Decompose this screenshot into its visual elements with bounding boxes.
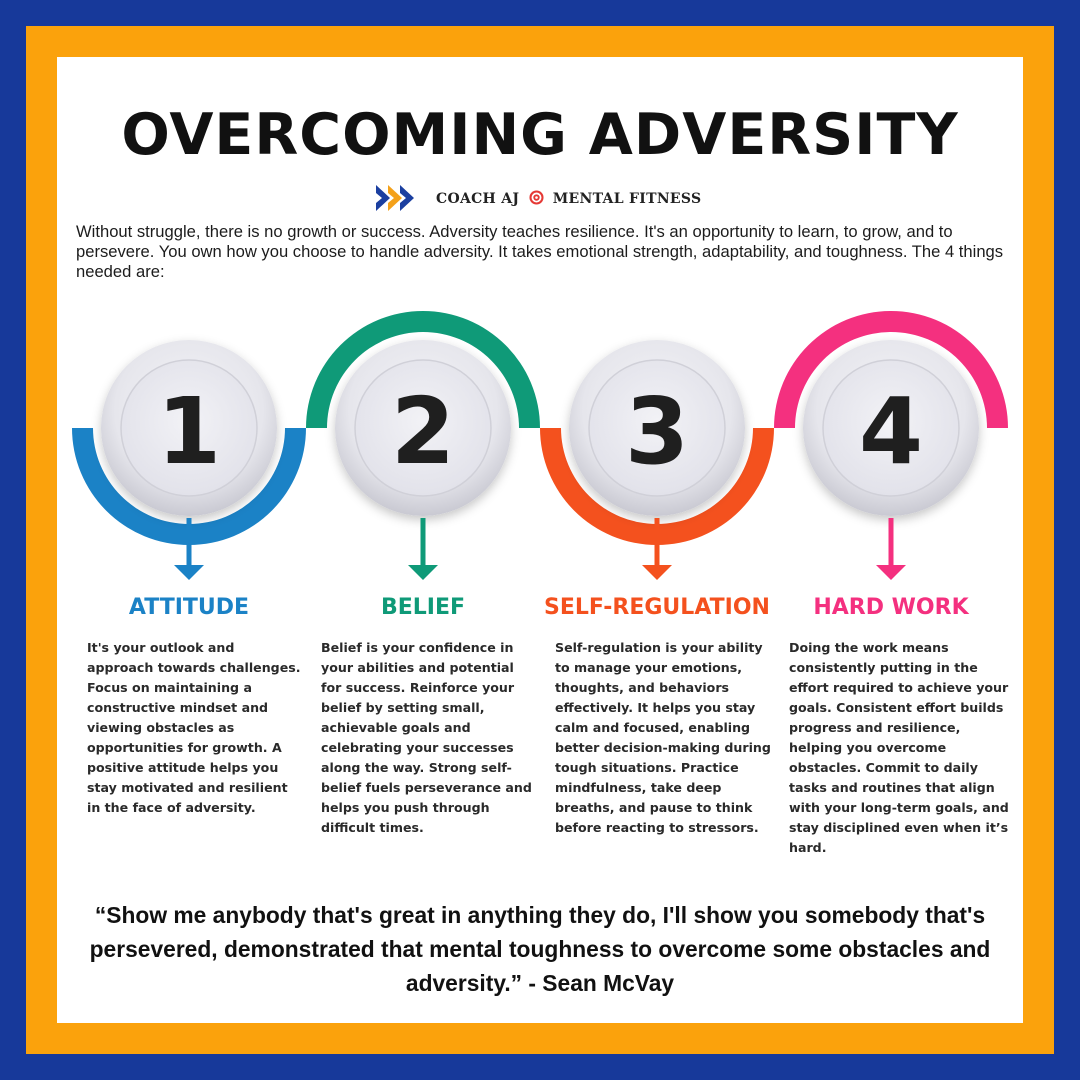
page-title: OVERCOMING ADVERSITY (121, 102, 959, 168)
step-3-heading: SELF-REGULATION (544, 595, 770, 620)
brand-name-second: MENTAL FITNESS (552, 190, 702, 207)
step-1-heading: ATTITUDE (128, 595, 250, 620)
step-2-description: Belief is your confidence in your abilities and potential for success. Reinforce your belief by setting small, achievable goals and celebrating your successes along the way. Strong self-belief fuels perseverance and helps you push through difficult times. (321, 640, 532, 835)
step-4-arrow-down-icon (876, 518, 906, 580)
step-2-heading: BELIEF (380, 595, 466, 620)
step-4-heading: HARD WORK (813, 595, 969, 620)
intro-paragraph: Without struggle, there is no growth or success. Adversity teaches resilience. It's an opportunity to learn, to grow, and to persevere. You own how you choose to handle adversity. It takes emotional strength, adaptability, and toughness. The 4 things needed are: (76, 222, 1004, 281)
step-2-arrow-down-icon (408, 518, 438, 580)
closing-quote: “Show me anybody that's great in anything they do, I'll show you somebody that's persevered, demonstrated that mental toughness to overcome some obstacles and adversity.” - Sean McVay (89, 902, 991, 996)
step-3-number: 3 (624, 378, 690, 485)
step-4-description: Doing the work means consistently putting in the effort required to achieve your goals. Consistent effort builds progress and resilience, helping you overcome obstacles. Commit to daily tasks and routines that align with your long-term goals, and stay disciplined even when it’s hard. (789, 640, 1009, 855)
step-3-description: Self-regulation is your ability to manage your emotions, thoughts, and behaviors effectively. It helps you stay calm and focused, enabling better decision-making during tough situations. Practice mindfulness, take deep breaths, and pause to think before reacting to stressors. (555, 640, 771, 835)
step-1-number: 1 (156, 378, 222, 485)
step-1-description: It's your outlook and approach towards challenges. Focus on maintaining a constructive mindset and viewing obstacles as opportunities for growth. A positive attitude helps you stay motivated and resilient in the face of adversity. (87, 640, 301, 815)
step-4-number: 4 (858, 378, 924, 485)
brand-name-first: COACH AJ (436, 190, 520, 207)
step-2-number: 2 (390, 378, 456, 485)
